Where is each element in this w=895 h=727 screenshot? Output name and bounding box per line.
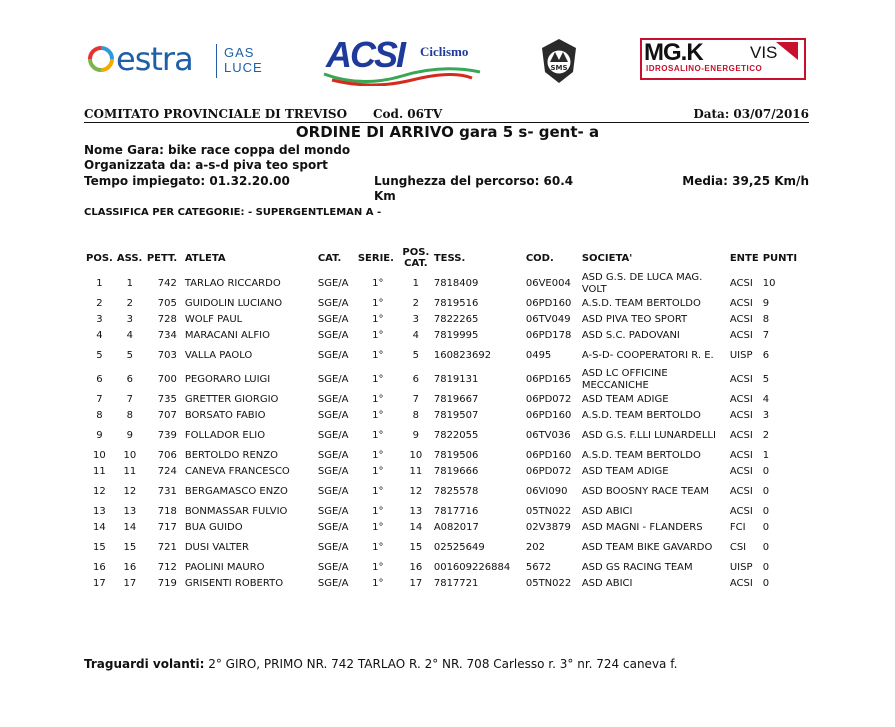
cell-atleta: BORSATO FABIO	[184, 410, 266, 421]
results-table	[84, 244, 803, 592]
cell-cat: SGE/A	[317, 410, 349, 421]
cell-serie: 1°	[372, 330, 384, 341]
cell-punti: 3	[762, 410, 770, 421]
mgk-vis: VIS	[750, 43, 778, 62]
cell-ente: ACSI	[729, 314, 753, 325]
cell-ass: 14	[123, 522, 137, 533]
table-row	[84, 272, 803, 296]
cell-pett: 712	[157, 562, 177, 573]
cell-serie: 1°	[372, 430, 384, 441]
acsi-wordmark: ACSI	[326, 34, 405, 75]
cell-ass: 12	[123, 486, 137, 497]
cell-poscat: 16	[409, 562, 423, 573]
cell-ente: ACSI	[729, 298, 753, 309]
col-pett: PETT.	[146, 252, 178, 264]
cell-cod: 06PD160	[525, 410, 572, 421]
table-row	[84, 560, 803, 576]
estra-divider	[216, 44, 217, 78]
table-row	[84, 368, 803, 392]
cell-cod: 06TV036	[525, 430, 571, 441]
cell-punti: 2	[762, 430, 770, 441]
cell-societa: ASD TEAM BIKE GAVARDO	[581, 542, 713, 553]
estra-wordmark: estra	[116, 40, 193, 78]
cell-cod: 06PD072	[525, 394, 572, 405]
cell-atleta: GRISENTI ROBERTO	[184, 578, 284, 589]
col-poscat: POS. CAT.	[402, 247, 430, 269]
cell-cat: SGE/A	[317, 314, 349, 325]
estra-logo	[88, 38, 268, 82]
table-header-row	[84, 244, 803, 272]
svg-text:SMS: SMS	[550, 64, 568, 72]
cell-tess: 7822055	[433, 430, 479, 441]
cell-poscat: 5	[412, 350, 420, 361]
committee-name: COMITATO PROVINCIALE DI TREVISO	[84, 107, 348, 121]
cell-punti: 8	[762, 314, 770, 325]
cell-cod: 05TN022	[525, 506, 572, 517]
cell-pett: 731	[157, 486, 177, 497]
cell-pos: 11	[93, 466, 106, 477]
cell-cod: 05TN022	[525, 578, 572, 589]
cell-pett: 700	[157, 374, 177, 385]
cell-ente: ACSI	[729, 578, 753, 589]
cell-cat: SGE/A	[317, 506, 349, 517]
col-ente: ENTE	[729, 252, 759, 264]
committee-code: Cod. 06TV	[373, 107, 443, 121]
cell-ente: ACSI	[729, 486, 753, 497]
cell-poscat: 12	[409, 486, 423, 497]
cell-serie: 1°	[372, 466, 384, 477]
cell-poscat: 11	[409, 466, 423, 477]
cell-tess: 7825578	[433, 486, 479, 497]
cell-cat: SGE/A	[317, 522, 349, 533]
cell-tess: 7818409	[433, 278, 479, 289]
cell-atleta: PEGORARO LUIGI	[184, 374, 271, 385]
cell-tess: 7822265	[433, 314, 479, 325]
cell-pett: 721	[157, 542, 177, 553]
cell-ente: UISP	[729, 350, 753, 361]
cell-societa: ASD ABICI	[581, 506, 633, 517]
cell-tess: 160823692	[433, 350, 492, 361]
cell-poscat: 13	[409, 506, 423, 517]
cell-ente: ACSI	[729, 394, 753, 405]
cell-serie: 1°	[372, 314, 384, 325]
cell-punti: 6	[762, 350, 770, 361]
cell-atleta: MARACANI ALFIO	[184, 330, 270, 341]
acsi-ciclismo: Ciclismo	[420, 44, 469, 59]
cell-poscat: 14	[409, 522, 423, 533]
cell-tess: A082017	[433, 522, 479, 533]
cell-cat: SGE/A	[317, 466, 349, 477]
cell-ente: ACSI	[729, 278, 753, 289]
cell-societa: ASD LC OFFICINE MECCANICHE	[581, 368, 668, 391]
cell-serie: 1°	[372, 350, 384, 361]
cell-tess: 7817716	[433, 506, 479, 517]
cell-punti: 0	[762, 486, 770, 497]
estra-gas-luce: GAS LUCE	[224, 45, 263, 75]
cell-tess: 7819516	[433, 298, 479, 309]
page-title: ORDINE DI ARRIVO gara 5 s- gent- a	[295, 123, 600, 141]
cell-atleta: PAOLINI MAURO	[184, 562, 265, 573]
cell-poscat: 7	[412, 394, 420, 405]
table-row	[84, 464, 803, 480]
cell-serie: 1°	[372, 450, 384, 461]
intermediate-sprints	[84, 657, 677, 671]
col-societa: SOCIETA'	[581, 252, 633, 264]
cell-cat: SGE/A	[317, 298, 349, 309]
cell-atleta: TARLAO RICCARDO	[184, 278, 281, 289]
cell-ass: 2	[126, 298, 134, 309]
cell-cod: 06PD178	[525, 330, 572, 341]
cell-tess: 02525649	[433, 542, 485, 553]
mgk-subtitle: IDROSALINO-ENERGETICO	[646, 64, 763, 73]
cell-cat: SGE/A	[317, 394, 349, 405]
cell-societa: ASD G.S. F.LLI LUNARDELLI	[581, 430, 716, 441]
cell-pos: 15	[93, 542, 106, 553]
cell-cod: 06PD160	[525, 298, 572, 309]
col-atleta: ATLETA	[184, 252, 226, 264]
cell-atleta: GUIDOLIN LUCIANO	[184, 298, 283, 309]
estra-swirl-icon	[88, 46, 114, 72]
cell-societa: ASD GS RACING TEAM	[581, 562, 693, 573]
cell-punti: 10	[762, 278, 776, 289]
cell-cat: SGE/A	[317, 330, 349, 341]
cell-pos: 3	[96, 314, 103, 325]
cell-poscat: 6	[412, 374, 420, 385]
cell-serie: 1°	[372, 298, 384, 309]
cell-pos: 16	[93, 562, 106, 573]
cell-tess: 001609226884	[433, 562, 511, 573]
cell-poscat: 10	[409, 450, 423, 461]
cell-tess: 7819507	[433, 410, 479, 421]
cell-pos: 1	[96, 278, 103, 289]
cell-punti: 0	[762, 578, 770, 589]
cell-societa: ASD PIVA TEO SPORT	[581, 314, 688, 325]
table-row	[84, 448, 803, 464]
document-header	[84, 107, 809, 123]
cell-tess: 7819995	[433, 330, 479, 341]
table-row	[84, 312, 803, 328]
cell-pos: 4	[96, 330, 103, 341]
cell-punti: 0	[762, 542, 770, 553]
cell-cod: 06PD160	[525, 450, 572, 461]
cell-ente: ACSI	[729, 410, 753, 421]
cell-poscat: 1	[412, 278, 420, 289]
cell-punti: 9	[762, 298, 770, 309]
cell-punti: 5	[762, 374, 770, 385]
category-heading: CLASSIFICA PER CATEGORIE: - SUPERGENTLEMAN A -	[84, 207, 382, 218]
cell-cat: SGE/A	[317, 278, 349, 289]
cell-pett: 742	[157, 278, 177, 289]
cell-pos: 6	[96, 374, 103, 385]
cell-pos: 10	[93, 450, 106, 461]
cell-pett: 719	[157, 578, 177, 589]
cell-serie: 1°	[372, 578, 384, 589]
cell-tess: 7817721	[433, 578, 479, 589]
cell-ass: 6	[126, 374, 134, 385]
elapsed-time: Tempo impiegato: 01.32.20.00	[84, 174, 290, 188]
acsi-logo	[322, 34, 482, 86]
cell-ente: FCI	[729, 522, 746, 533]
cell-atleta: CANEVA FRANCESCO	[184, 466, 290, 477]
cell-ass: 8	[126, 410, 134, 421]
cell-cod: 06VI090	[525, 486, 568, 497]
cell-atleta: BERGAMASCO ENZO	[184, 486, 288, 497]
cell-societa: A-S-D- COOPERATORI R. E.	[581, 350, 714, 361]
cell-cod: 02V3879	[525, 522, 571, 533]
table-row	[84, 576, 803, 592]
cell-societa: ASD TEAM ADIGE	[581, 394, 669, 405]
cell-ente: ACSI	[729, 330, 753, 341]
cell-societa: A.S.D. TEAM BERTOLDO	[581, 410, 701, 421]
table-row	[84, 296, 803, 312]
cell-societa: ASD S.C. PADOVANI	[581, 330, 680, 341]
cell-cat: SGE/A	[317, 486, 349, 497]
cell-pos: 14	[93, 522, 106, 533]
results-body	[84, 272, 803, 592]
cell-serie: 1°	[372, 394, 384, 405]
col-pos: POS.	[86, 252, 113, 264]
sms-shield-icon	[540, 38, 578, 84]
cell-societa: A.S.D. TEAM BERTOLDO	[581, 450, 701, 461]
cell-ass: 16	[123, 562, 137, 573]
cell-pett: 735	[157, 394, 177, 405]
cell-cat: SGE/A	[317, 350, 349, 361]
race-date: Data: 03/07/2016	[693, 107, 809, 121]
cell-societa: ASD ABICI	[581, 578, 633, 589]
cell-atleta: GRETTER GIORGIO	[184, 394, 279, 405]
table-row	[84, 344, 803, 368]
cell-cat: SGE/A	[317, 374, 349, 385]
mgk-flag-icon	[776, 42, 798, 60]
cell-punti: 4	[762, 394, 770, 405]
sms-logo	[540, 38, 578, 84]
cell-ente: ACSI	[729, 466, 753, 477]
table-row	[84, 536, 803, 560]
average-speed: Media: 39,25 Km/h	[682, 174, 809, 188]
cell-ente: UISP	[729, 562, 753, 573]
cell-societa: ASD MAGNI - FLANDERS	[581, 522, 703, 533]
cell-ass: 3	[126, 314, 134, 325]
mgk-vis-logo	[640, 38, 804, 78]
cell-atleta: BERTOLDO RENZO	[184, 450, 279, 461]
cell-poscat: 17	[409, 578, 423, 589]
cell-serie: 1°	[372, 374, 384, 385]
col-cat: CAT.	[317, 252, 342, 264]
cell-tess: 7819131	[433, 374, 479, 385]
cell-serie: 1°	[372, 542, 384, 553]
cell-pett: 728	[157, 314, 177, 325]
cell-cod: 0495	[525, 350, 552, 361]
cell-atleta: BONMASSAR FULVIO	[184, 506, 288, 517]
cell-serie: 1°	[372, 522, 384, 533]
cell-serie: 1°	[372, 506, 384, 517]
cell-poscat: 2	[412, 298, 420, 309]
course-length: Lunghezza del percorso: 60.4 Km	[374, 174, 574, 203]
cell-pett: 707	[157, 410, 177, 421]
cell-atleta: WOLF PAUL	[184, 314, 243, 325]
col-tess: TESS.	[433, 252, 466, 264]
cell-poscat: 3	[412, 314, 420, 325]
cell-pos: 13	[93, 506, 106, 517]
table-row	[84, 520, 803, 536]
cell-ente: ACSI	[729, 506, 753, 517]
table-row	[84, 480, 803, 504]
cell-punti: 0	[762, 522, 770, 533]
cell-societa: ASD G.S. DE LUCA MAG. VOLT	[581, 272, 703, 295]
cell-cat: SGE/A	[317, 430, 349, 441]
cell-societa: A.S.D. TEAM BERTOLDO	[581, 298, 701, 309]
mgk-wordmark: MG.K	[644, 39, 703, 66]
cell-pos: 17	[93, 578, 106, 589]
cell-pos: 7	[96, 394, 103, 405]
acsi-swoosh-icon	[322, 64, 482, 86]
cell-poscat: 9	[412, 430, 420, 441]
sprints-label: Traguardi volanti:	[84, 657, 205, 671]
cell-cod: 06VE004	[525, 278, 571, 289]
cell-pett: 706	[157, 450, 177, 461]
race-name: Nome Gara: bike race coppa del mondo	[84, 143, 351, 157]
cell-cod: 5672	[525, 562, 552, 573]
cell-pett: 705	[157, 298, 177, 309]
col-punti: PUNTI	[762, 252, 798, 264]
cell-pett: 734	[157, 330, 177, 341]
cell-cat: SGE/A	[317, 578, 349, 589]
sprints-text: 2° GIRO, PRIMO NR. 742 TARLAO R. 2° NR. 708 Carlesso r. 3° nr. 724 caneva f.	[208, 657, 678, 671]
cell-punti: 1	[762, 450, 770, 461]
cell-poscat: 4	[412, 330, 420, 341]
table-row	[84, 504, 803, 520]
cell-atleta: VALLA PAOLO	[184, 350, 253, 361]
cell-ass: 13	[123, 506, 137, 517]
cell-ass: 5	[126, 350, 134, 361]
cell-societa: ASD BOOSNY RACE TEAM	[581, 486, 710, 497]
cell-cat: SGE/A	[317, 450, 349, 461]
cell-poscat: 8	[412, 410, 420, 421]
cell-cod: 06TV049	[525, 314, 571, 325]
col-serie: SERIE.	[357, 252, 394, 264]
cell-pos: 2	[96, 298, 103, 309]
cell-ente: ACSI	[729, 450, 753, 461]
cell-ass: 9	[126, 430, 134, 441]
cell-serie: 1°	[372, 410, 384, 421]
cell-tess: 7819667	[433, 394, 479, 405]
cell-tess: 7819666	[433, 466, 479, 477]
table-row	[84, 424, 803, 448]
cell-pos: 5	[96, 350, 103, 361]
table-row	[84, 328, 803, 344]
sponsor-logos	[0, 30, 895, 90]
cell-ente: ACSI	[729, 430, 753, 441]
organizer: Organizzata da: a-s-d piva teo sport	[84, 158, 328, 172]
cell-poscat: 15	[409, 542, 423, 553]
cell-pett: 703	[157, 350, 177, 361]
cell-cod: 202	[525, 542, 545, 553]
cell-pos: 12	[93, 486, 106, 497]
col-ass: ASS.	[116, 252, 143, 264]
cell-societa: ASD TEAM ADIGE	[581, 466, 669, 477]
cell-cod: 06PD072	[525, 466, 572, 477]
cell-ass: 11	[123, 466, 137, 477]
cell-ass: 17	[123, 578, 137, 589]
cell-ente: ACSI	[729, 374, 753, 385]
cell-punti: 0	[762, 506, 770, 517]
cell-pett: 724	[157, 466, 177, 477]
cell-cat: SGE/A	[317, 562, 349, 573]
cell-ass: 7	[126, 394, 134, 405]
col-cod: COD.	[525, 252, 554, 264]
cell-ass: 4	[126, 330, 134, 341]
table-row	[84, 392, 803, 408]
cell-atleta: BUA GUIDO	[184, 522, 243, 533]
cell-punti: 7	[762, 330, 770, 341]
cell-pett: 717	[157, 522, 177, 533]
cell-ass: 1	[126, 278, 134, 289]
cell-serie: 1°	[372, 562, 384, 573]
cell-ente: CSI	[729, 542, 747, 553]
cell-ass: 10	[123, 450, 137, 461]
cell-cat: SGE/A	[317, 542, 349, 553]
cell-ass: 15	[123, 542, 137, 553]
cell-pos: 8	[96, 410, 103, 421]
cell-atleta: FOLLADOR ELIO	[184, 430, 266, 441]
cell-tess: 7819506	[433, 450, 479, 461]
cell-serie: 1°	[372, 486, 384, 497]
table-row	[84, 408, 803, 424]
cell-atleta: DUSI VALTER	[184, 542, 249, 553]
cell-serie: 1°	[372, 278, 384, 289]
cell-punti: 0	[762, 562, 770, 573]
cell-pett: 718	[157, 506, 177, 517]
cell-pos: 9	[96, 430, 103, 441]
cell-cod: 06PD165	[525, 374, 572, 385]
cell-punti: 0	[762, 466, 770, 477]
cell-pett: 739	[157, 430, 177, 441]
